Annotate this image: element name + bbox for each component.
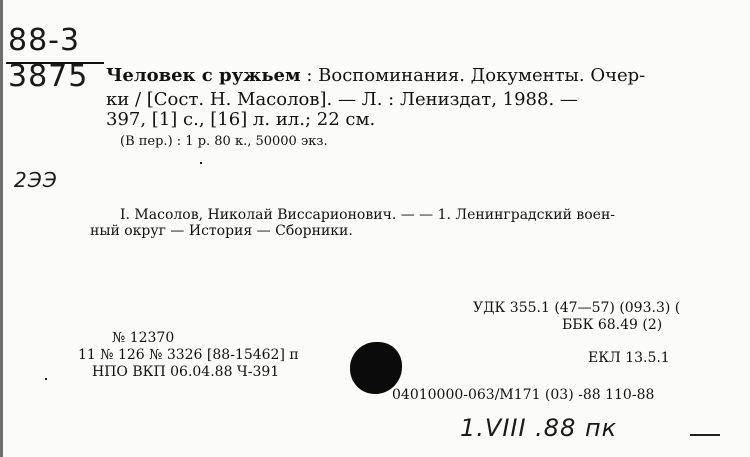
udk-code: УДК 355.1 (47—57) (093.3) ( xyxy=(473,300,681,316)
title-description: : Воспоминания. Документы. Очер- xyxy=(300,65,646,86)
handwritten-date: 1.VIII .88 пк xyxy=(460,414,618,442)
tracing-line-1: I. Масолов, Николай Виссарионович. — — 1. Ленинградский воен- xyxy=(120,207,616,223)
description-line-2: ки / [Сост. Н. Масолов]. — Л. : Лениздат, 1988. — xyxy=(106,89,578,110)
description-line-3: 397, [1] с., [16] л. ил.; 22 см. xyxy=(106,109,376,130)
ekl-code: ЕКЛ 13.5.1 xyxy=(588,350,670,366)
print-line: 11 № 126 № 3326 [88-15462] п xyxy=(78,347,299,363)
npo-line: НПО ВКП 06.04.88 Ч-391 xyxy=(92,364,280,380)
scan-speck xyxy=(45,378,47,380)
book-title: Человек с ружьем xyxy=(106,65,301,86)
price-line: (В пер.) : 1 р. 80 к., 50000 экз. xyxy=(120,134,328,149)
scan-speck xyxy=(200,162,202,164)
bbk-code: ББК 68.49 (2) xyxy=(562,317,663,333)
code-line: 04010000-063/М171 (03) -88 110-88 xyxy=(392,387,655,403)
scan-mark xyxy=(690,434,720,436)
handwritten-note: 2ЭЭ xyxy=(14,168,58,192)
title-line xyxy=(106,66,645,86)
card-left-edge xyxy=(0,0,3,457)
call-number-bottom: 3875 xyxy=(8,59,89,94)
tracing-line-2: ный округ — История — Сборники. xyxy=(90,223,353,239)
card-number: № 12370 xyxy=(112,330,175,346)
call-number-top: 88-3 xyxy=(8,23,81,58)
